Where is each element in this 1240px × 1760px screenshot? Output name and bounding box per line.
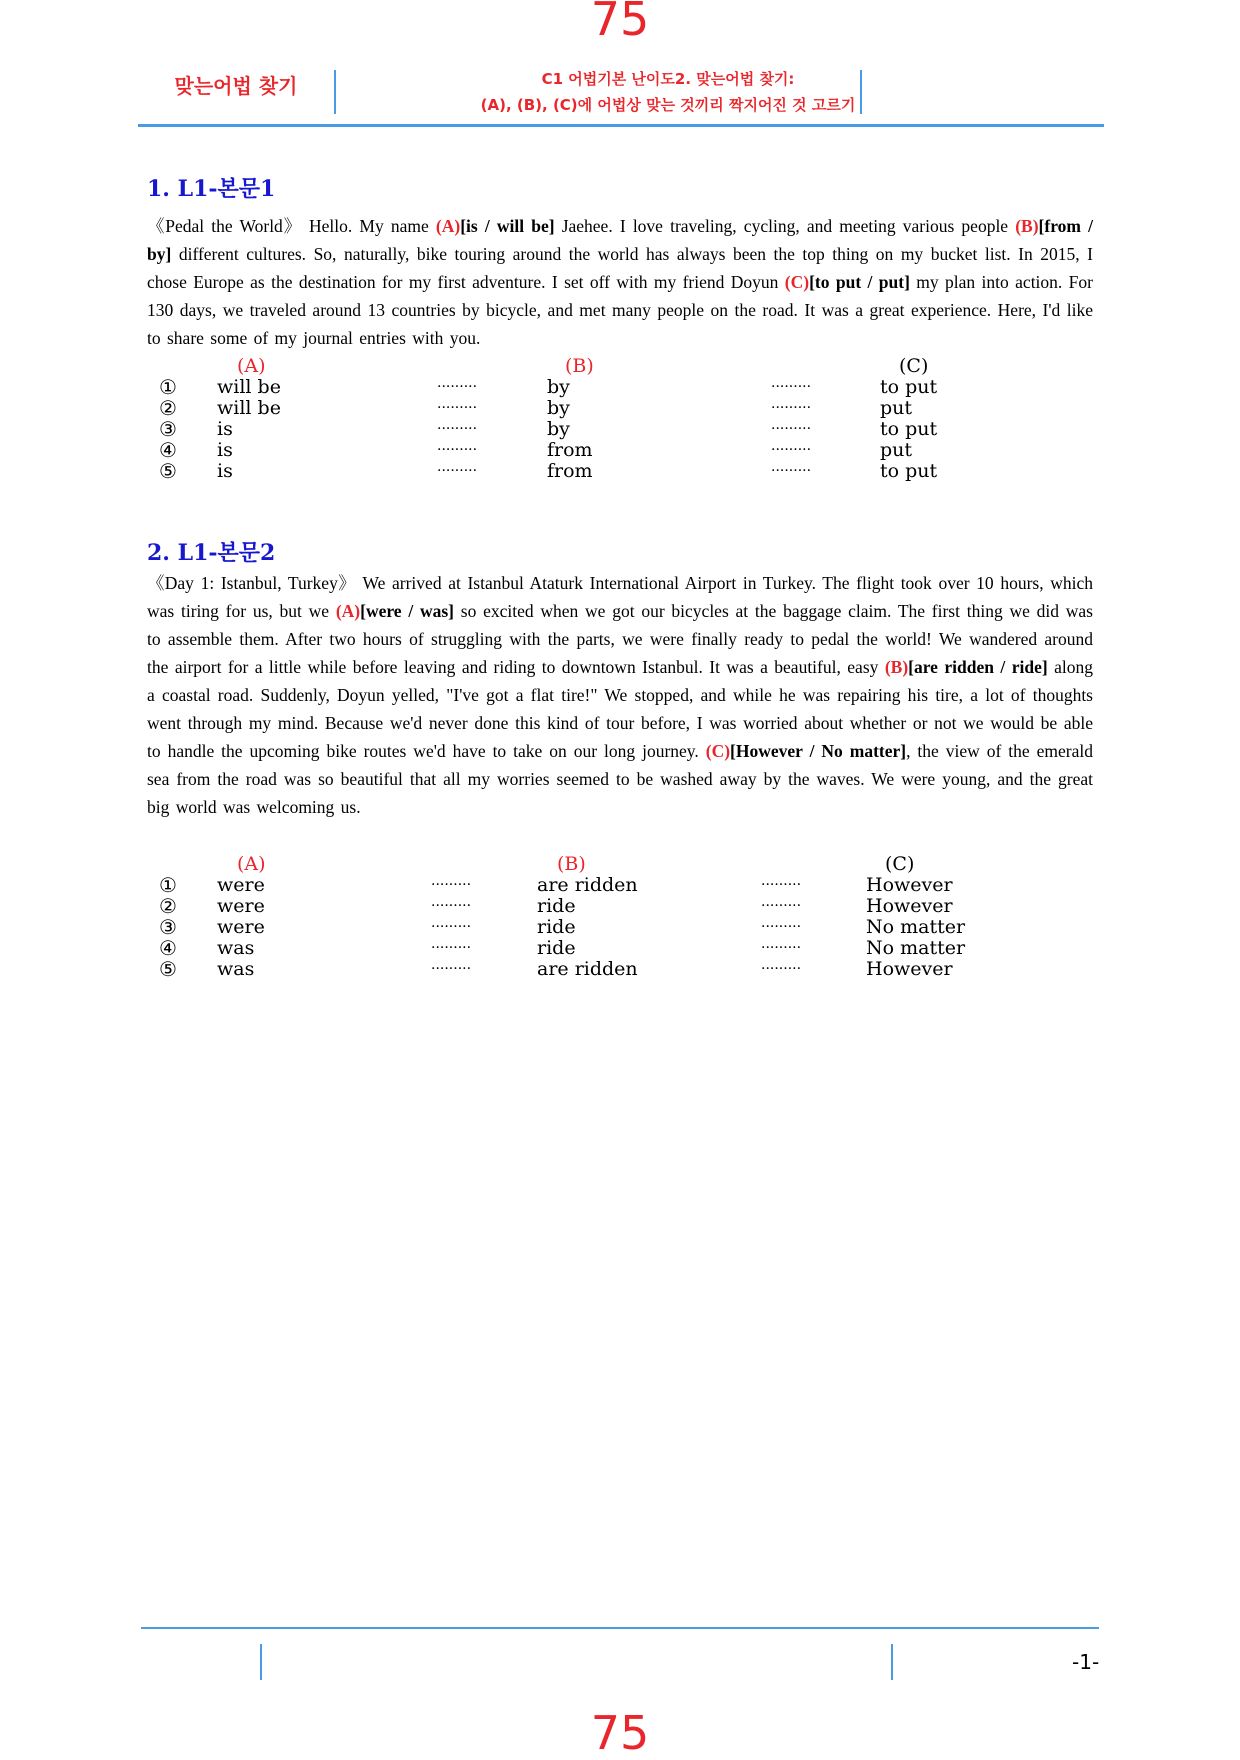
option-b: ride — [537, 916, 576, 938]
leader-dots: ········· — [761, 877, 802, 893]
header-left-title: 맞는어법 찾기 — [174, 74, 298, 98]
header-c: (C) — [899, 355, 929, 377]
header-center-line2: (A), (B), (C)에 어법상 맞는 것끼리 짝지어진 것 고르기 — [480, 96, 856, 114]
option-c: to put — [880, 376, 938, 398]
footer-page-label: -1- — [1072, 1650, 1100, 1674]
option-b: by — [547, 376, 570, 398]
option-c: However — [866, 874, 953, 896]
option-number[interactable]: ③ — [159, 915, 177, 939]
option-b: by — [547, 418, 570, 440]
option-c: to put — [880, 460, 938, 482]
option-number[interactable]: ④ — [159, 936, 177, 960]
option-c: put — [880, 439, 913, 461]
option-b: are ridden — [537, 958, 638, 980]
option-row[interactable] — [147, 461, 1093, 482]
option-c: put — [880, 397, 913, 419]
footer-divider-left — [260, 1644, 262, 1680]
leader-dots: ········· — [437, 400, 478, 416]
marker-c: (C) — [705, 741, 731, 761]
leader-dots: ········· — [437, 463, 478, 479]
leader-dots: ········· — [771, 421, 812, 437]
option-number[interactable]: ⑤ — [159, 957, 177, 981]
leader-dots: ········· — [431, 940, 472, 956]
option-a: is — [217, 418, 233, 440]
passage-text: 《Day 1: Istanbul, Turkey》 We arrived at Istanbul Ataturk International Airport in Turkey. The flight took over 10 hours, which was tiring for us, but we — [147, 573, 1093, 621]
option-c: to put — [880, 418, 938, 440]
option-a: were — [217, 916, 265, 938]
choice-b: [from / by] — [147, 216, 1093, 264]
option-a: will be — [217, 376, 281, 398]
marker-a: (A) — [335, 601, 361, 621]
leader-dots: ········· — [437, 442, 478, 458]
header-b: (B) — [557, 853, 586, 875]
option-row[interactable] — [147, 398, 1093, 419]
option-a: is — [217, 439, 233, 461]
header-divider-left — [334, 70, 336, 114]
header-c: (C) — [885, 853, 915, 875]
leader-dots: ········· — [431, 877, 472, 893]
marker-a: (A) — [435, 216, 461, 236]
option-row[interactable] — [147, 917, 1093, 938]
question-2-passage — [147, 569, 1093, 821]
option-c: No matter — [866, 937, 966, 959]
option-row[interactable] — [147, 959, 1093, 980]
header-divider-right — [860, 70, 862, 114]
option-row[interactable] — [147, 440, 1093, 461]
header-b: (B) — [565, 355, 594, 377]
leader-dots: ········· — [771, 463, 812, 479]
option-number[interactable]: ② — [159, 894, 177, 918]
page-number-top: 75 — [590, 0, 650, 46]
header — [138, 60, 1104, 127]
choice-a: [were / was] — [360, 601, 454, 621]
leader-dots: ········· — [761, 898, 802, 914]
option-number[interactable]: ④ — [159, 438, 177, 462]
choice-a: [is / will be] — [460, 216, 555, 236]
marker-b: (B) — [884, 657, 909, 677]
leader-dots: ········· — [761, 940, 802, 956]
option-number[interactable]: ② — [159, 396, 177, 420]
leader-dots: ········· — [431, 898, 472, 914]
option-row[interactable] — [147, 377, 1093, 398]
leader-dots: ········· — [771, 400, 812, 416]
option-a: was — [217, 937, 255, 959]
option-row[interactable] — [147, 938, 1093, 959]
question-1-title: 1. L1-본문1 — [147, 176, 276, 202]
option-b: from — [547, 439, 593, 461]
footer-divider-right — [891, 1644, 893, 1680]
leader-dots: ········· — [437, 379, 478, 395]
choice-c: [However / No matter] — [730, 741, 907, 761]
passage-text: along a coastal road. Suddenly, Doyun yelled, "I've got a flat tire!" We stopped, and while he was repairing his tire, a lot of thoughts went through my mind. Because we'd never done this kind of tour before, I was worried about whether or not we would be able to handle the upcoming bike routes we'd have to take on our long journey. — [147, 657, 1093, 761]
question-1-passage — [147, 212, 1093, 352]
header-a: (A) — [237, 853, 266, 875]
header-a: (A) — [237, 355, 266, 377]
passage-text: , the view of the emerald sea from the road was so beautiful that all my worries seemed to be washed away by the waves. We were young, and the great big world was welcoming us. — [147, 741, 1093, 817]
option-row[interactable] — [147, 896, 1093, 917]
option-number[interactable]: ① — [159, 375, 177, 399]
footer-divider — [141, 1627, 1099, 1629]
option-number[interactable]: ⑤ — [159, 459, 177, 483]
header-center — [348, 66, 988, 118]
option-c: However — [866, 958, 953, 980]
option-c: No matter — [866, 916, 966, 938]
passage-text: my plan into action. For 130 days, we traveled around 13 countries by bicycle, and met many people on the road. It was a great experience. Here, I'd like to share some of my journal entries with you. — [147, 272, 1093, 348]
leader-dots: ········· — [437, 421, 478, 437]
question-2-title: 2. L1-본문2 — [147, 540, 276, 566]
option-b: by — [547, 397, 570, 419]
option-a: were — [217, 874, 265, 896]
option-a: was — [217, 958, 255, 980]
option-b: from — [547, 460, 593, 482]
choice-c: [to put / put] — [809, 272, 910, 292]
option-row[interactable] — [147, 419, 1093, 440]
leader-dots: ········· — [761, 919, 802, 935]
leader-dots: ········· — [771, 379, 812, 395]
option-row[interactable] — [147, 875, 1093, 896]
option-number[interactable]: ① — [159, 873, 177, 897]
option-a: will be — [217, 397, 281, 419]
option-number[interactable]: ③ — [159, 417, 177, 441]
marker-c: (C) — [784, 272, 810, 292]
option-a: were — [217, 895, 265, 917]
passage-text: 《Pedal the World》 Hello. My name — [147, 216, 436, 236]
option-c: However — [866, 895, 953, 917]
passage-text: different cultures. So, naturally, bike touring around the world has always been the top thing on my bucket list. In 2015, I chose Europe as the destination for my first adventure. I set off with my friend Doyun — [147, 244, 1093, 292]
leader-dots: ········· — [431, 961, 472, 977]
header-center-line1: C1 어법기본 난이도2. 맞는어법 찾기: — [541, 70, 795, 88]
option-b: ride — [537, 895, 576, 917]
leader-dots: ········· — [771, 442, 812, 458]
option-a: is — [217, 460, 233, 482]
options-header — [147, 854, 1093, 875]
marker-b: (B) — [1015, 216, 1039, 236]
passage-text: Jaehee. I love traveling, cycling, and meeting various people — [554, 216, 1016, 236]
leader-dots: ········· — [761, 961, 802, 977]
option-b: are ridden — [537, 874, 638, 896]
option-b: ride — [537, 937, 576, 959]
options-header — [147, 356, 1093, 377]
leader-dots: ········· — [431, 919, 472, 935]
choice-b: [are ridden / ride] — [908, 657, 1048, 677]
passage-text: so excited when we got our bicycles at the baggage claim. The first thing we did was to assemble them. After two hours of struggling with the parts, we were finally ready to pedal the world! We wandered around the airport for a little while before leaving and riding to downtown Istanbul. It was a beautiful, easy — [147, 601, 1093, 677]
page-number-bottom: 75 — [590, 1706, 650, 1760]
